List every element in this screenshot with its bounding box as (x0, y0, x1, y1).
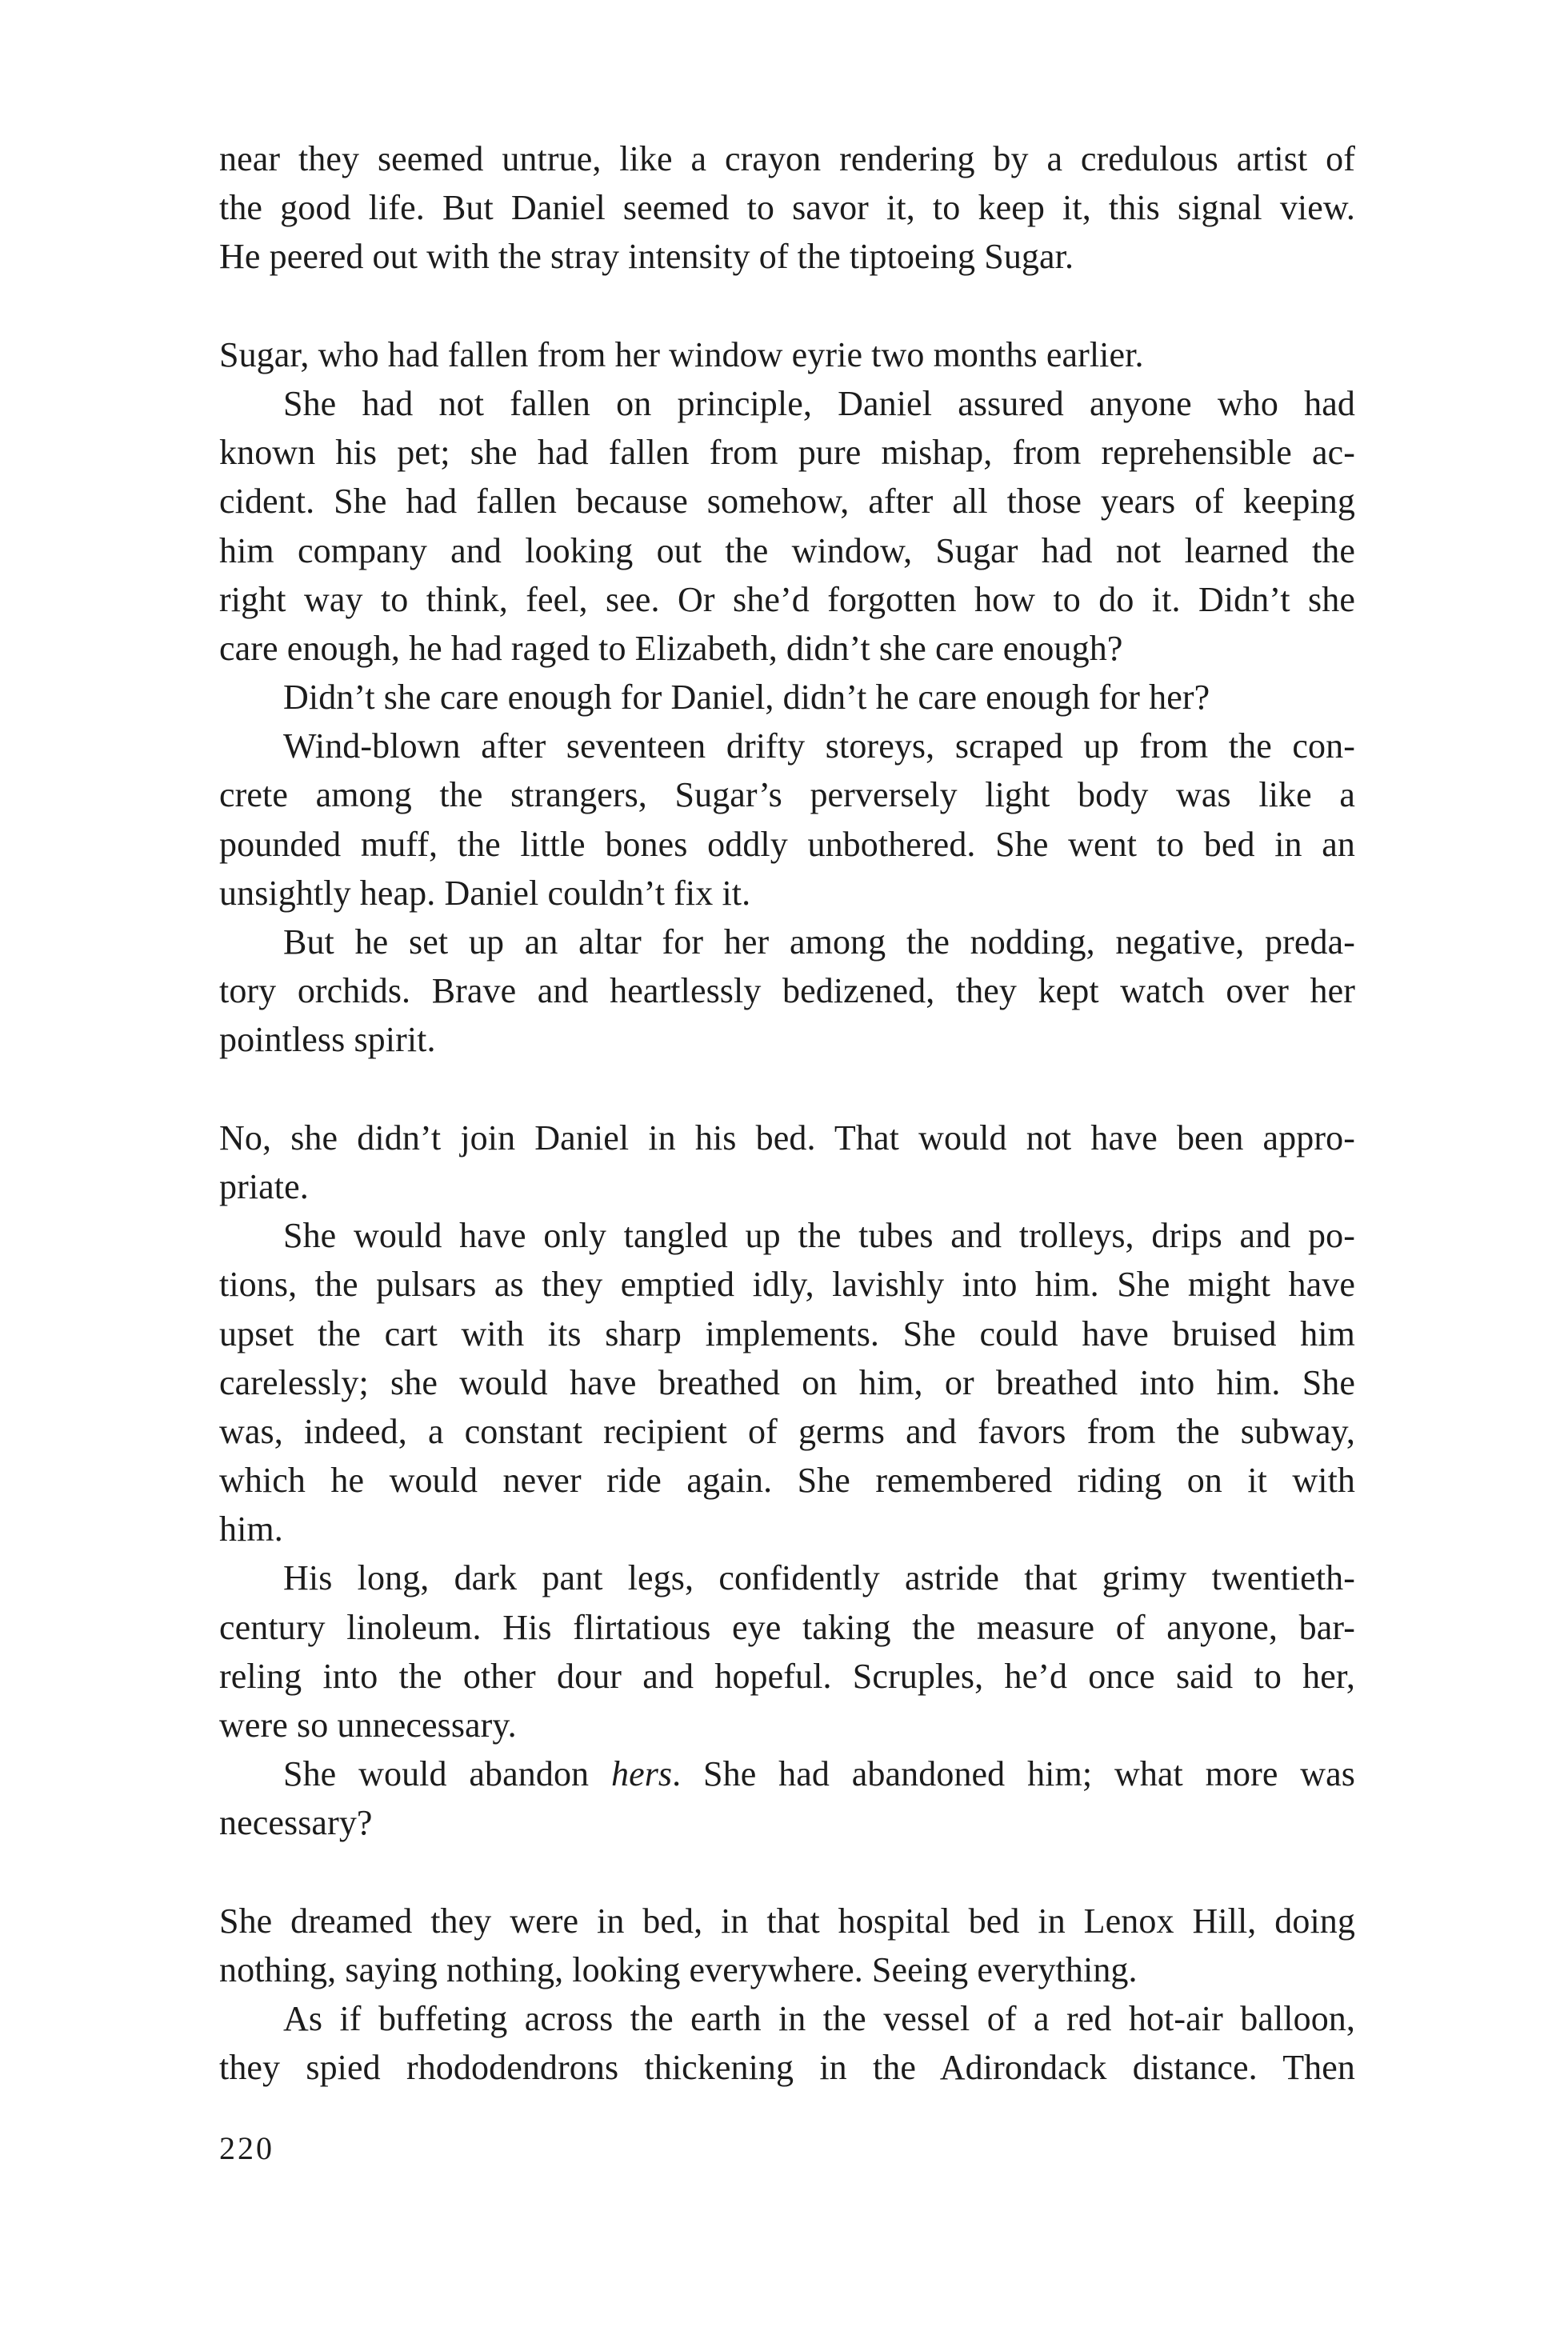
text-line: carelessly; she would have breathed on him, or breathed into him. She (219, 1362, 1355, 1402)
text-line: they spied rhododendrons thickening in the Adirondack distance. Then (219, 2048, 1355, 2088)
text-line: He peered out with the stray intensity of the tiptoeing Sugar. (219, 237, 1074, 277)
text-line: him. (219, 1509, 283, 1549)
text-line: century linoleum. His flirtatious eye taking the measure of anyone, bar- (219, 1607, 1355, 1647)
text-line: reling into the other dour and hopeful. Scruples, he’d once said to her, (219, 1656, 1355, 1696)
text-line: She had not fallen on principle, Daniel assured anyone who had (283, 383, 1355, 423)
text-line: cident. She had fallen because somehow, after all those years of keeping (219, 482, 1355, 522)
text-line: crete among the strangers, Sugar’s perversely light body was like a (219, 775, 1355, 815)
text-line: No, she didn’t join Daniel in his bed. That would not have been appro- (219, 1118, 1355, 1158)
text-line: the good life. But Daniel seemed to savor it, to keep it, this signal view. (219, 188, 1355, 228)
text-line: which he would never ride again. She remembered riding on it with (219, 1461, 1355, 1501)
text-line: pointless spirit. (219, 1020, 436, 1060)
text-line: upset the cart with its sharp implements. She could have bruised him (219, 1313, 1355, 1353)
text-line: near they seemed untrue, like a crayon rendering by a credulous artist of (219, 139, 1355, 178)
book-page-text (219, 134, 1355, 2093)
text-line: tory orchids. Brave and heartlessly bedizened, they kept watch over her (219, 971, 1355, 1011)
text-line: him company and looking out the window, Sugar had not learned the (219, 530, 1355, 570)
text-line: was, indeed, a constant recipient of germs and favors from the subway, (219, 1411, 1355, 1451)
text-line: His long, dark pant legs, confidently astride that grimy twentieth- (283, 1558, 1355, 1598)
text-line: tions, the pulsars as they emptied idly, lavishly into him. She might have (219, 1265, 1355, 1305)
text-line: nothing, saying nothing, looking everywhere. Seeing everything. (219, 1949, 1138, 1989)
text-line: necessary? (219, 1803, 373, 1843)
section-break (219, 1065, 1355, 1114)
text-line: pounded muff, the little bones oddly unbothered. She went to bed in an (219, 824, 1355, 864)
text-run: She would abandon (283, 1754, 611, 1794)
text-run: . She had abandoned him; what more was (672, 1754, 1355, 1794)
text-line: unsightly heap. Daniel couldn’t fix it. (219, 873, 751, 913)
text-line: Wind-blown after seventeen drifty storeys, scraped up from the con- (283, 726, 1355, 766)
page-number: 220 (219, 2130, 274, 2166)
text-line: As if buffeting across the earth in the vessel of a red hot-air balloon, (283, 1999, 1355, 2039)
section-break (219, 1848, 1355, 1897)
text-line: right way to think, feel, see. Or she’d forgotten how to do it. Didn’t she (219, 579, 1355, 619)
text-line-with-italic (219, 1749, 1355, 1798)
section-break (219, 282, 1355, 330)
text-line: were so unnecessary. (219, 1705, 517, 1745)
text-line: care enough, he had raged to Elizabeth, didn’t she care enough? (219, 628, 1123, 668)
text-line: known his pet; she had fallen from pure mishap, from reprehensible ac- (219, 433, 1355, 473)
italic-word: hers (610, 1754, 673, 1794)
text-line: Didn’t she care enough for Daniel, didn’t he care enough for her? (283, 678, 1210, 718)
text-line: She dreamed they were in bed, in that hospital bed in Lenox Hill, doing (219, 1901, 1355, 1941)
text-line: But he set up an altar for her among the nodding, negative, preda- (283, 922, 1355, 962)
text-line: Sugar, who had fallen from her window eyrie two months earlier. (219, 334, 1144, 374)
text-line: She would have only tangled up the tubes and trolleys, drips and po- (283, 1216, 1355, 1256)
text-line: priate. (219, 1166, 309, 1206)
